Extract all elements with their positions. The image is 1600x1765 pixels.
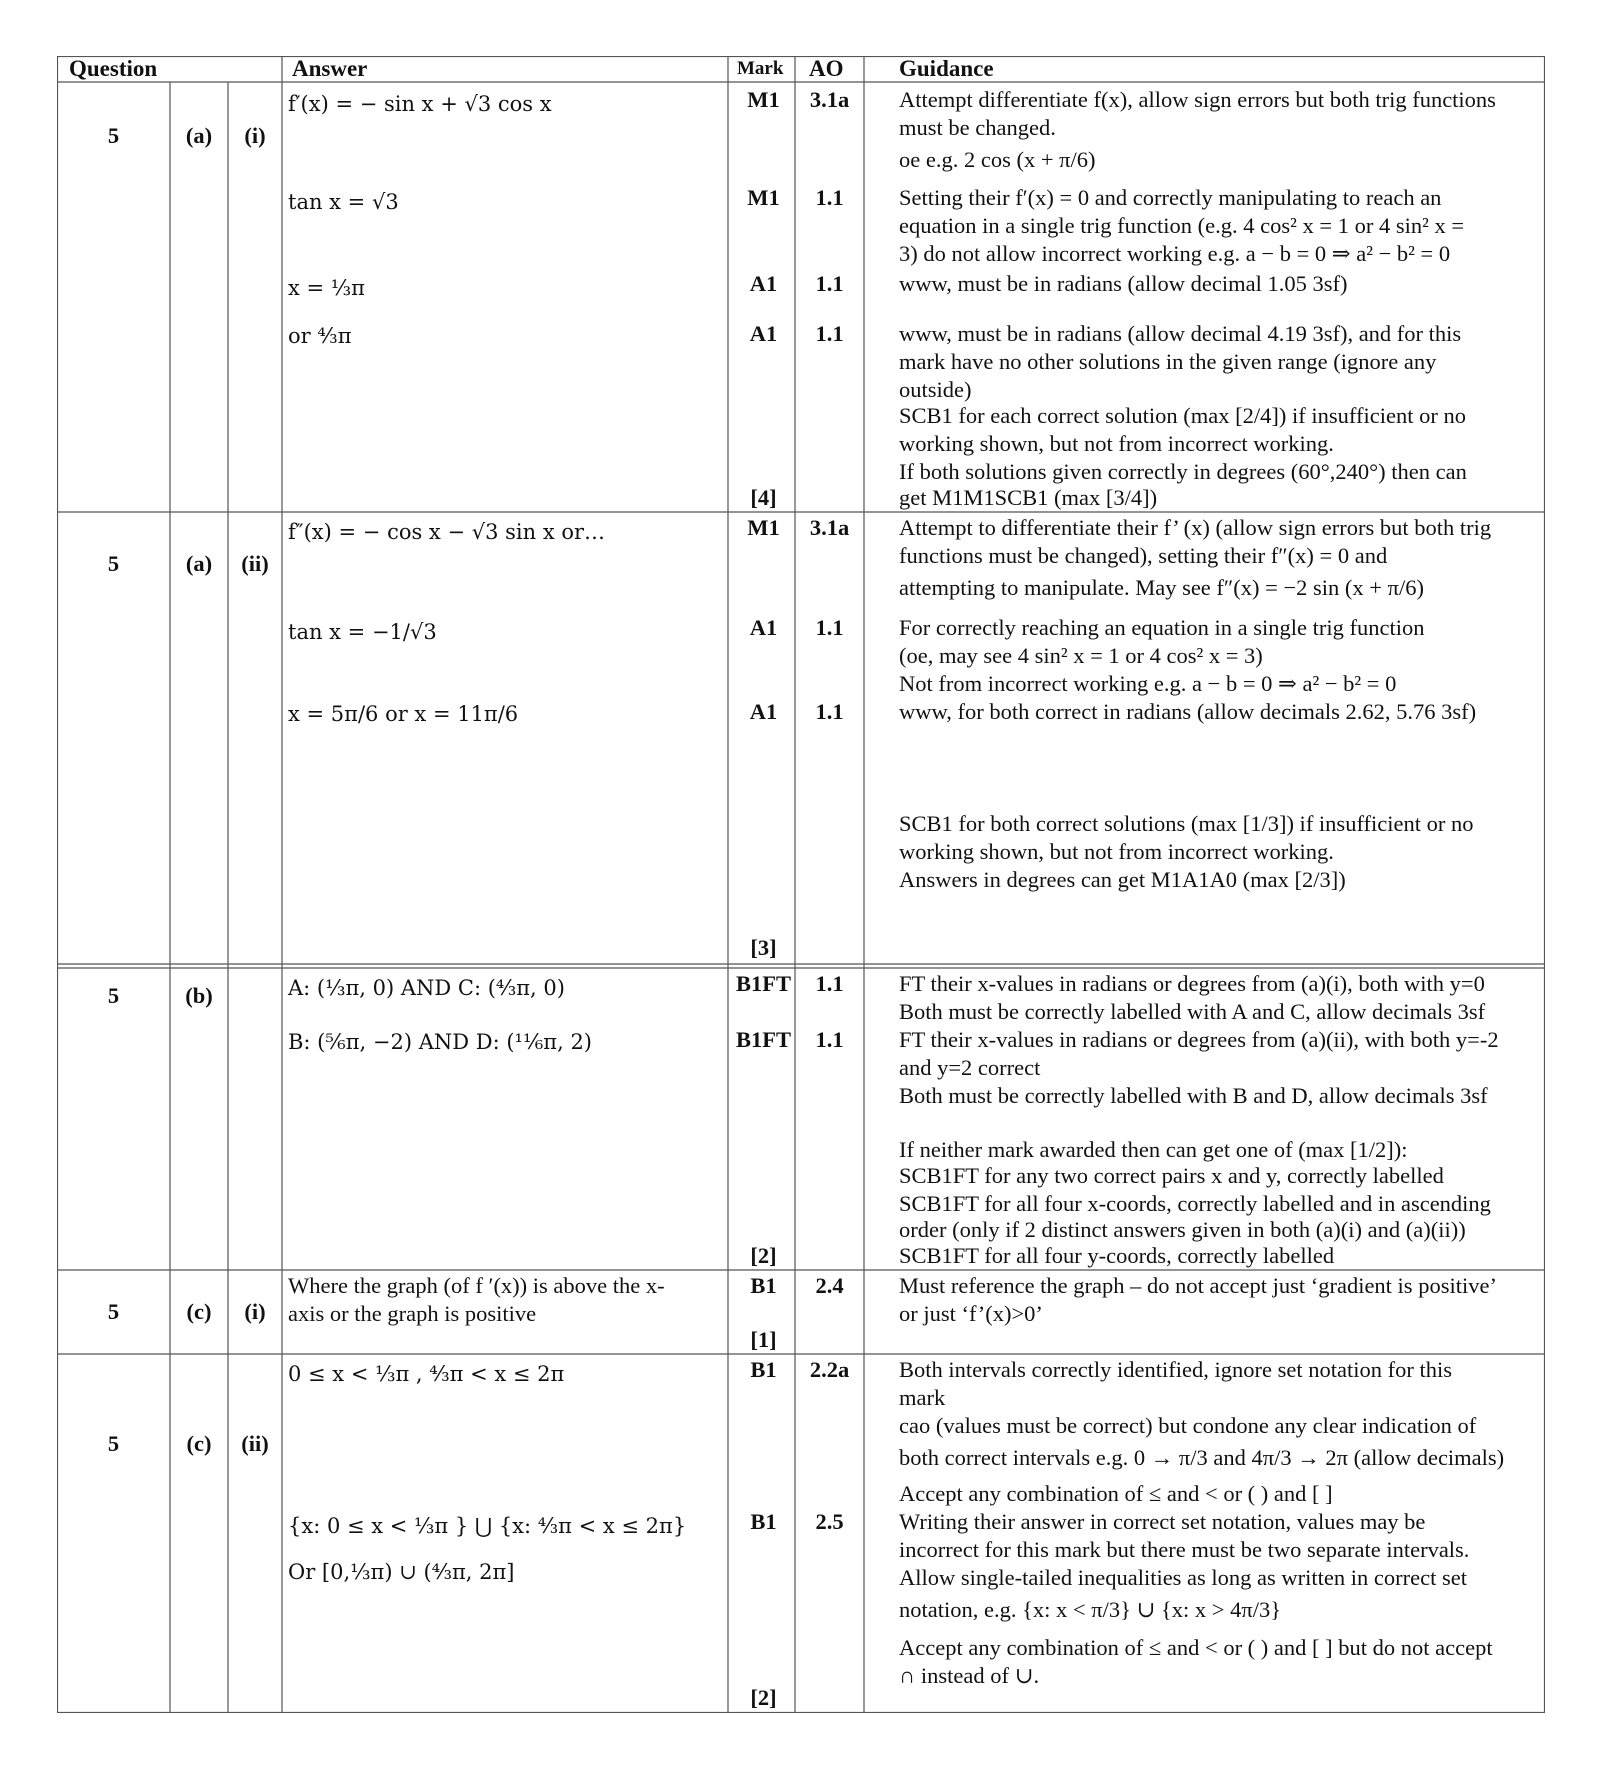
guidance-line: functions must be changed), setting their f″(x) = 0 and [899,543,1388,568]
question-number: 5 [107,551,120,576]
guidance-line: For correctly reaching an equation in a single trig function [899,615,1425,640]
question-subpart: (i) [244,123,266,148]
mark-code: A1 [749,321,778,346]
ao-code: 2.2a [809,1357,850,1382]
guidance-line: SCB1 for both correct solutions (max [1/3]) if insufficient or no [899,811,1474,836]
guidance-line: Setting their f′(x) = 0 and correctly manipulating to reach an [899,185,1442,210]
part-total: [2] [750,1243,777,1268]
part-total: [4] [750,485,777,510]
ao-code: 1.1 [815,971,844,996]
question-number: 5 [107,1431,120,1456]
guidance-line: or just ‘f’(x)>0’ [899,1301,1043,1326]
question-part: (c) [186,1431,212,1456]
guidance-line: SCB1FT for all four y-coords, correctly labelled [899,1243,1335,1268]
guidance-line: Not from incorrect working e.g. a − b = 0 ⇒ a² − b² = 0 [899,671,1397,696]
answer-line: tan x = −1/√3 [288,620,437,644]
answer-line: B: (⁵⁄₆π, −2) AND D: (¹¹⁄₆π, 2) [288,1030,592,1054]
answer-line: {x: 0 ≤ x < ⅓π } ⋃ {x: ⁴⁄₃π < x ≤ 2π} [288,1514,687,1538]
mark-scheme-table [57,56,1545,1713]
ao-code: 3.1a [809,515,850,540]
answer-line: Or [0,⅓π) ∪ (⁴⁄₃π, 2π] [288,1560,515,1584]
guidance-line: FT their x-values in radians or degrees from (a)(i), both with y=0 [899,971,1485,996]
guidance-line: FT their x-values in radians or degrees from (a)(ii), with both y=-2 [899,1027,1499,1052]
mark-code: M1 [747,515,780,540]
guidance-line: incorrect for this mark but there must be two separate intervals. [899,1537,1470,1562]
mark-code: B1FT [735,1027,791,1052]
guidance-line: Attempt to differentiate their f’ (x) (allow sign errors but both trig [899,515,1492,540]
ao-code: 1.1 [815,1027,844,1052]
guidance-line: mark have no other solutions in the given range (ignore any [899,349,1437,374]
mark-code: B1 [750,1273,777,1298]
answer-line: x = ⅓π [288,276,365,300]
mark-code: M1 [747,185,780,210]
question-part: (c) [186,1299,212,1324]
question-subpart: (i) [244,1299,266,1324]
answer-line: 0 ≤ x < ⅓π , ⁴⁄₃π < x ≤ 2π [288,1362,565,1386]
header-guidance: Guidance [899,56,994,81]
guidance-line: SCB1FT for all four x-coords, correctly labelled and in ascending [899,1191,1491,1216]
guidance-line: Accept any combination of ≤ and < or ( ) and [ ] [899,1481,1333,1506]
question-subpart: (ii) [241,551,269,576]
ao-code: 1.1 [815,699,844,724]
ao-code: 1.1 [815,271,844,296]
question-number: 5 [107,123,120,148]
header-answer: Answer [292,56,368,81]
question-number: 5 [107,1299,120,1324]
mark-code: M1 [747,87,780,112]
guidance-line: attempting to manipulate. May see f″(x) = −2 sin (x + π/6) [899,575,1424,600]
answer-line: f′(x) = − sin x + √3 cos x [288,92,552,116]
guidance-line: www, for both correct in radians (allow decimals 2.62, 5.76 3sf) [899,699,1477,724]
guidance-line: Both intervals correctly identified, ignore set notation for this [899,1357,1452,1382]
mark-code: B1 [750,1357,777,1382]
answer-line: axis or the graph is positive [288,1301,537,1326]
mark-code: A1 [749,615,778,640]
ao-code: 3.1a [809,87,850,112]
guidance-line: 3) do not allow incorrect working e.g. a − b = 0 ⇒ a² − b² = 0 [899,241,1451,266]
guidance-line: If neither mark awarded then can get one of (max [1/2]): [899,1137,1408,1162]
mark-code: A1 [749,699,778,724]
ao-code: 2.4 [815,1273,844,1298]
ao-code: 2.5 [815,1509,844,1534]
guidance-line: (oe, may see 4 sin² x = 1 or 4 cos² x = 3) [899,643,1263,668]
guidance-line: Must reference the graph – do not accept just ‘gradient is positive’ [899,1273,1497,1298]
guidance-line: get M1M1SCB1 (max [3/4]) [899,485,1158,510]
mark-code: B1 [750,1509,777,1534]
part-total: [2] [750,1685,777,1710]
guidance-line: www, must be in radians (allow decimal 4.19 3sf), and for this [899,321,1462,346]
question-part: (b) [185,983,213,1008]
answer-line: A: (⅓π, 0) AND C: (⁴⁄₃π, 0) [288,976,565,1000]
part-total: [3] [750,935,777,960]
guidance-line: must be changed. [899,115,1056,140]
guidance-line: and y=2 correct [899,1055,1041,1080]
guidance-line: Accept any combination of ≤ and < or ( ) and [ ] but do not accept [899,1635,1493,1660]
guidance-line: oe e.g. 2 cos (x + π/6) [899,147,1096,172]
mark-code: A1 [749,271,778,296]
part-total: [1] [750,1327,777,1352]
answer-line: or ⁴⁄₃π [288,324,352,348]
guidance-line: working shown, but not from incorrect working. [899,431,1334,456]
guidance-line: Allow single-tailed inequalities as long as written in correct set [899,1565,1467,1590]
guidance-line: Both must be correctly labelled with B and D, allow decimals 3sf [899,1083,1488,1108]
answer-line: tan x = √3 [288,190,399,214]
guidance-line: SCB1FT for any two correct pairs x and y, correctly labelled [899,1163,1444,1188]
guidance-line: If both solutions given correctly in degrees (60°,240°) then can [899,459,1467,484]
guidance-line: mark [899,1385,946,1410]
guidance-line: Attempt differentiate f(x), allow sign errors but both trig functions [899,87,1496,112]
guidance-line: outside) [899,377,972,402]
question-part: (a) [185,551,213,576]
header-mark: Mark [737,58,784,79]
ao-code: 1.1 [815,615,844,640]
guidance-line: notation, e.g. {x: x < π/3} ∪ {x: x > 4π/3} [899,1597,1282,1622]
guidance-line: Both must be correctly labelled with A and C, allow decimals 3sf [899,999,1486,1024]
guidance-line: SCB1 for each correct solution (max [2/4]) if insufficient or no [899,403,1466,428]
question-part: (a) [185,123,213,148]
guidance-line: cao (values must be correct) but condone any clear indication of [899,1413,1477,1438]
guidance-line: equation in a single trig function (e.g. 4 cos² x = 1 or 4 sin² x = [899,213,1465,238]
header-ao: AO [809,56,844,81]
guidance-line: both correct intervals e.g. 0 → π/3 and 4π/3 → 2π (allow decimals) [899,1445,1505,1470]
question-subpart: (ii) [241,1431,269,1456]
guidance-line: working shown, but not from incorrect working. [899,839,1334,864]
mark-code: B1FT [735,971,791,996]
guidance-line: order (only if 2 distinct answers given in both (a)(i) and (a)(ii)) [899,1217,1466,1242]
answer-line: f″(x) = − cos x − √3 sin x or… [288,520,606,544]
answer-line: Where the graph (of f ′(x)) is above the x- [288,1273,665,1298]
guidance-line: Writing their answer in correct set notation, values may be [899,1509,1426,1534]
ao-code: 1.1 [815,321,844,346]
guidance-line: ∩ instead of ∪. [899,1663,1040,1688]
header-question: Question [69,56,158,81]
guidance-line: Answers in degrees can get M1A1A0 (max [2/3]) [899,867,1346,892]
guidance-line: www, must be in radians (allow decimal 1.05 3sf) [899,271,1348,296]
question-number: 5 [107,983,120,1008]
ao-code: 1.1 [815,185,844,210]
answer-line: x = 5π/6 or x = 11π/6 [288,702,519,726]
